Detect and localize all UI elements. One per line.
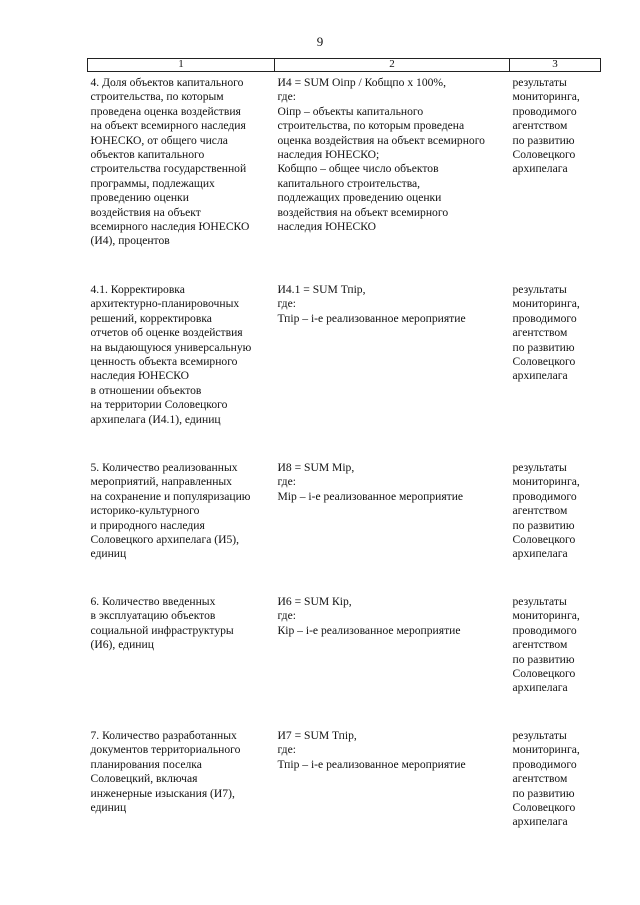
indicator-formula: И4 = SUM Оiпр / Кобщпо х 100%, где: Оiпр – объекты капитального строительства, по которым проведена оценка воздействия на объект всемирного наследия ЮНЕСКО; Кобщпо – общее число объектов капитального строительства, подлежащих проведению оценки воздействия на объект всемирного наследия ЮНЕСКО (277, 76, 485, 234)
page-number: 9 (316, 34, 324, 49)
data-source: результаты мониторинга, проводимого агентством по развитию Соловецкого архипелага (512, 461, 580, 561)
table-header-row (88, 59, 601, 72)
column-header-1: 1 (88, 59, 275, 72)
indicator-formula: И6 = SUM Кiр, где: Кiр – i-е реализованное мероприятие (277, 595, 461, 637)
indicator-name: 4. Доля объектов капитального строительства, по которым проведена оценка воздействия на объект всемирного наследия ЮНЕСКО, от общего числа объектов капитального строительства государственной программы, подлежащих проведению оценки воздействия на объект всемирного наследия ЮНЕСКО (И4), процентов (90, 76, 250, 248)
indicator-table (87, 58, 601, 859)
indicator-name: 7. Количество разработанных документов территориального планирования поселка Соловецкий, включая инженерные изыскания (И7), единиц (90, 729, 241, 815)
table-row (88, 72, 601, 280)
column-header-3: 3 (510, 59, 601, 72)
data-source: результаты мониторинга, проводимого агентством по развитию Соловецкого архипелага (512, 76, 580, 176)
table-row (88, 279, 601, 457)
indicator-name: 6. Количество введенных в эксплуатацию объектов социальной инфраструктуры (И6), единиц (90, 595, 234, 652)
data-source: результаты мониторинга, проводимого агентством по развитию Соловецкого архипелага (512, 729, 580, 829)
data-source: результаты мониторинга, проводимого агентством по развитию Соловецкого архипелага (512, 595, 580, 695)
indicator-formula: И7 = SUM Тпiр, где: Тпiр – i-е реализованное мероприятие (277, 729, 466, 771)
data-source: результаты мониторинга, проводимого агентством по развитию Соловецкого архипелага (512, 283, 580, 383)
table-row (88, 591, 601, 725)
table-row (88, 725, 601, 859)
indicator-name: 5. Количество реализованных мероприятий, направленных на сохранение и популяризацию историко-культурного и природного наследия Соловецкого архипелага (И5), единиц (90, 461, 251, 561)
table-row (88, 457, 601, 591)
column-header-2: 2 (275, 59, 510, 72)
indicator-formula: И8 = SUM Мiр, где: Мiр – i-е реализованное мероприятие (277, 461, 464, 503)
indicator-formula: И4.1 = SUM Тпiр, где: Тпiр – i-е реализованное мероприятие (277, 283, 466, 325)
indicator-name: 4.1. Корректировка архитектурно-планировочных решений, корректировка отчетов об оценке воздействия на выдающуюся универсальную ценность объекта всемирного наследия ЮНЕСКО в отношении объектов на территории Соловецкого архипелага (И4.1), единиц (90, 283, 252, 426)
